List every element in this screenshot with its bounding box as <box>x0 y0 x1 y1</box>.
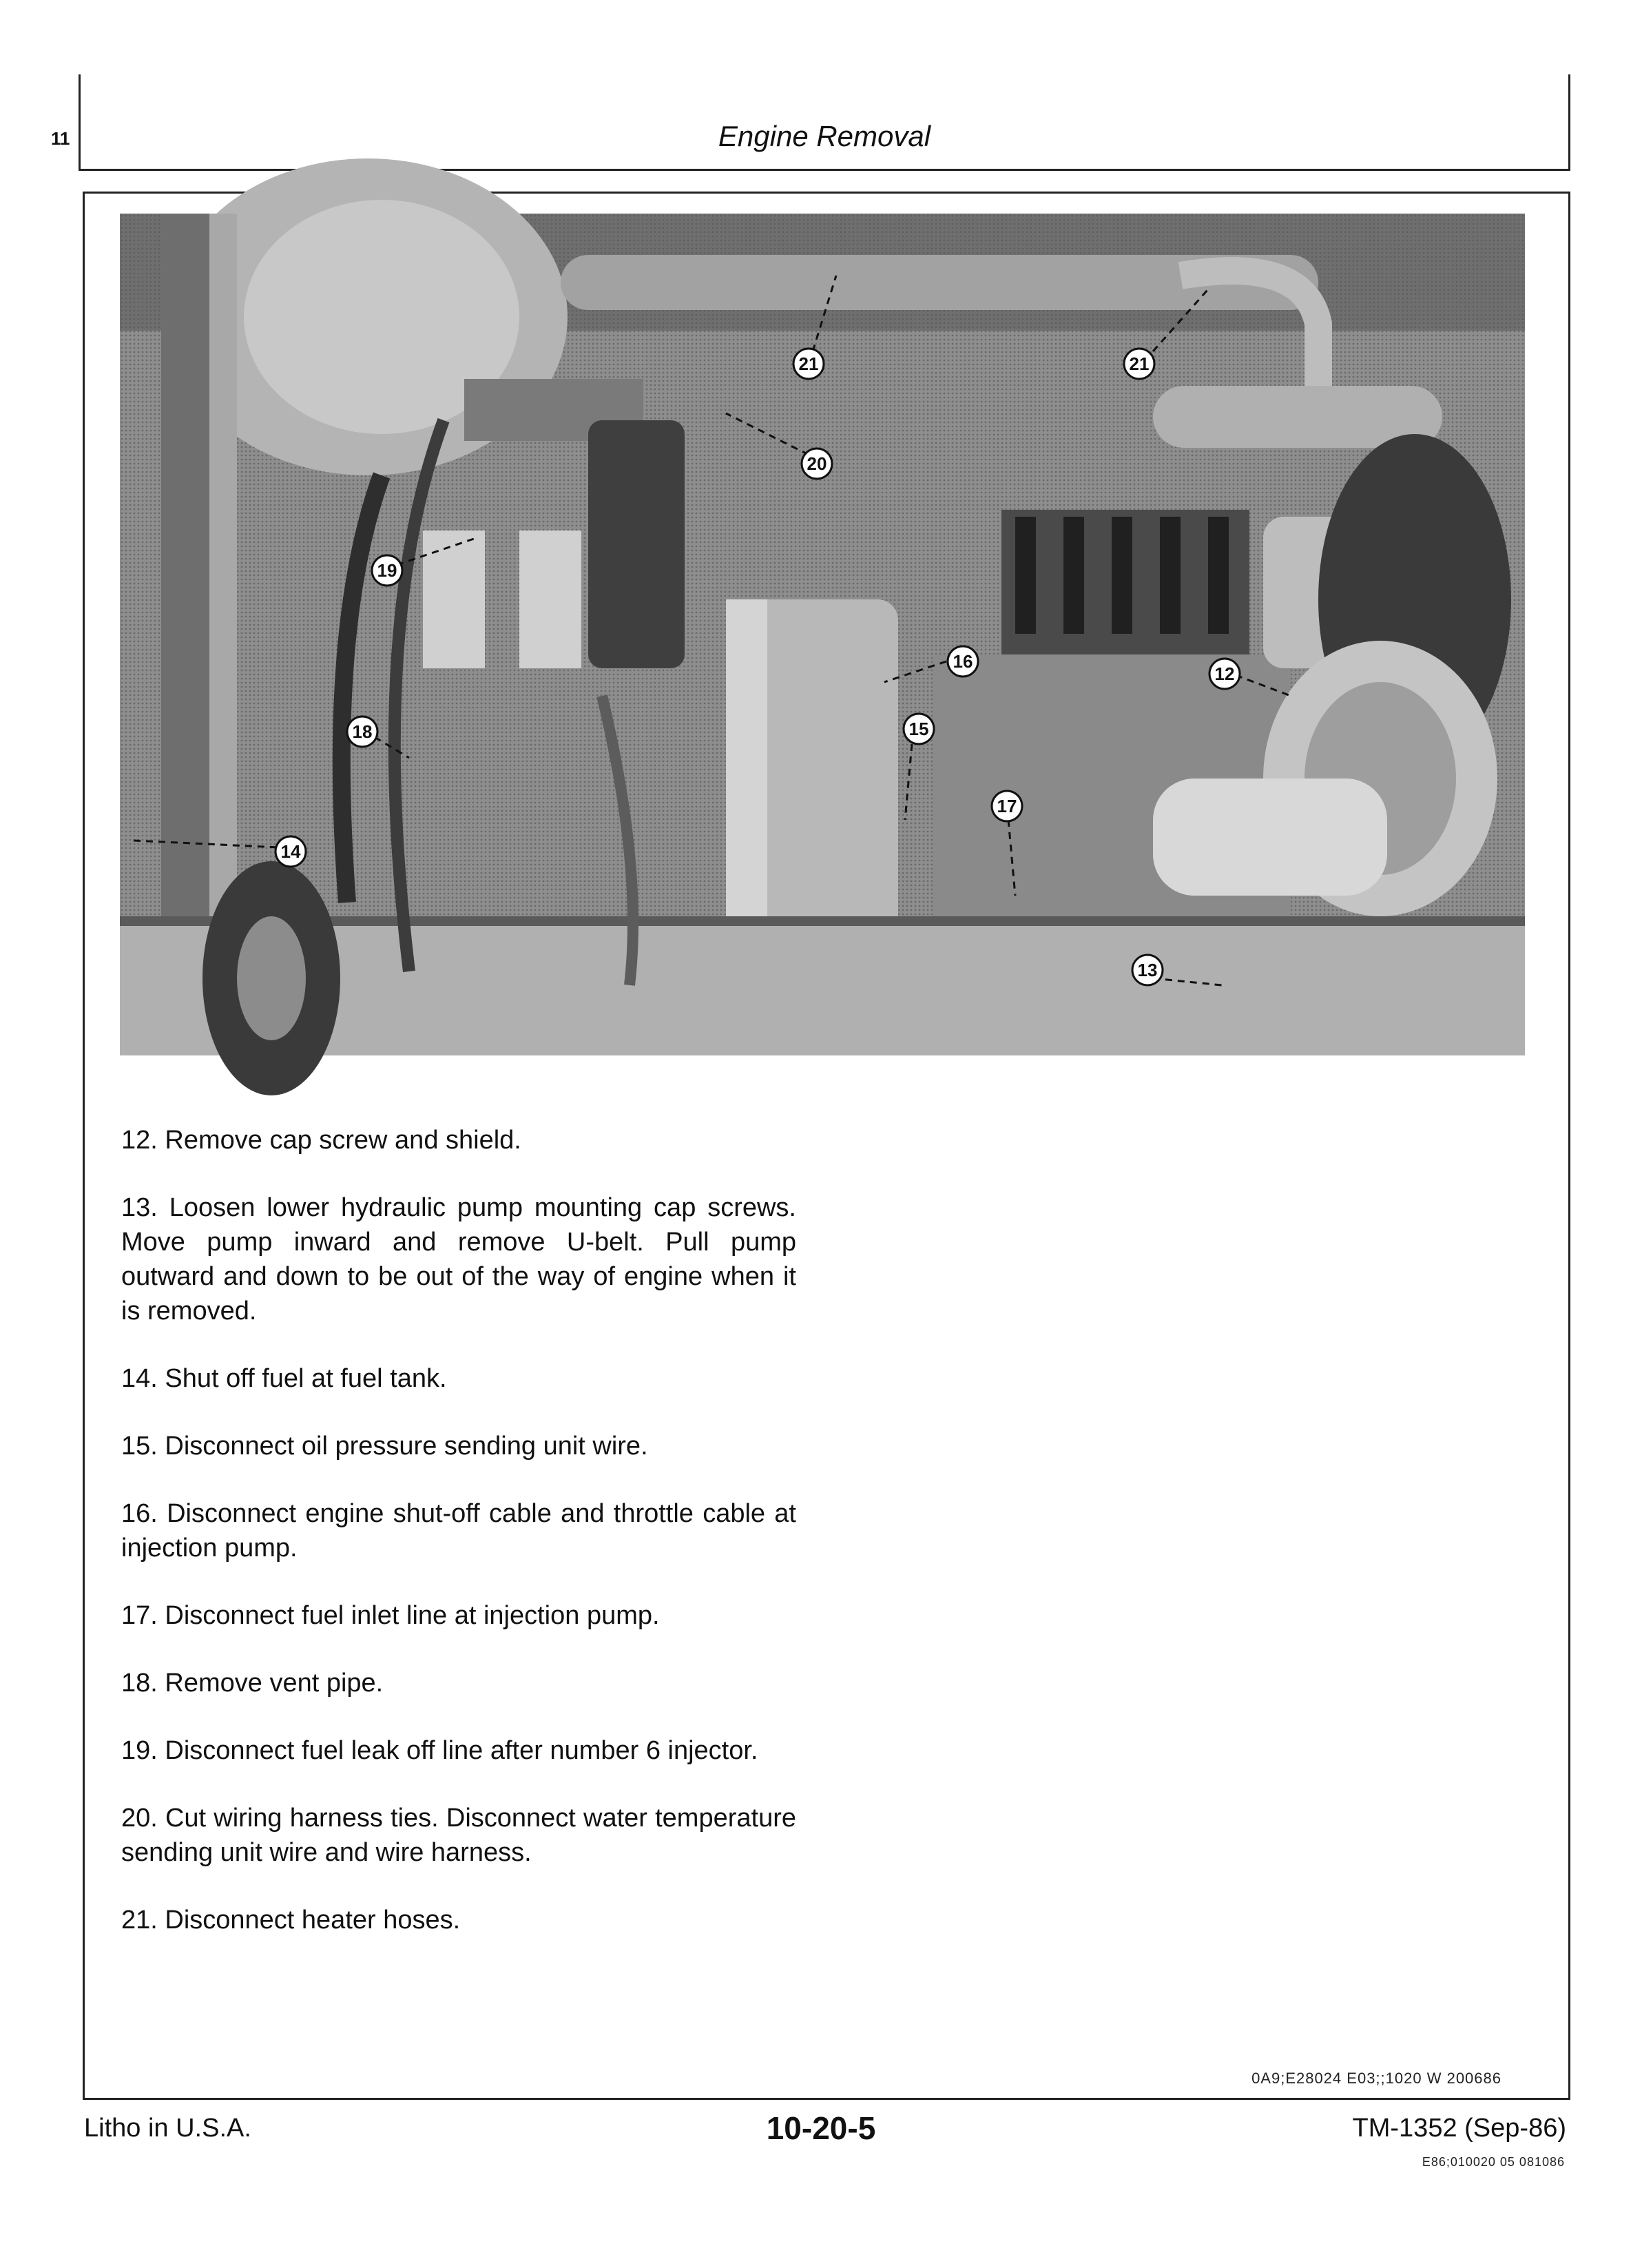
svg-text:19: 19 <box>377 560 397 581</box>
callout-12 <box>1209 659 1240 689</box>
callout-21a <box>793 349 824 379</box>
step-17: 17. Disconnect fuel inlet line at injection pump. <box>121 1601 660 1630</box>
callout-13 <box>1132 955 1163 985</box>
svg-text:11: 11 <box>51 128 70 149</box>
callout-21b <box>1124 349 1154 379</box>
svg-text:15: 15 <box>908 719 929 739</box>
callout-19 <box>372 555 402 586</box>
svg-text:17: 17 <box>997 796 1017 816</box>
step-12: 12. Remove cap screw and shield. <box>121 1126 521 1155</box>
step-16: 16. Disconnect engine shut-off cable and throttle cable at injection pump. <box>121 1499 796 1563</box>
callout-20 <box>802 449 832 479</box>
callout-15 <box>904 714 934 744</box>
step-20: 20. Cut wiring harness ties. Disconnect water temperature sending unit wire and wire harness. <box>121 1804 796 1867</box>
page-number: 10-20-5 <box>766 2110 876 2146</box>
callout-16 <box>948 646 978 677</box>
svg-text:12: 12 <box>1214 663 1235 684</box>
footer-code: E86;010020 05 081086 <box>1422 2155 1565 2169</box>
document-code: 0A9;E28024 E03;;1020 W 200686 <box>1251 2070 1501 2087</box>
step-19: 19. Disconnect fuel leak off line after number 6 injector. <box>121 1736 758 1765</box>
svg-text:21: 21 <box>798 353 819 374</box>
callout-17 <box>992 791 1022 821</box>
svg-text:20: 20 <box>807 453 827 474</box>
procedure-steps <box>121 1123 796 1970</box>
header-frame <box>79 74 1570 171</box>
callout-11 <box>51 128 70 149</box>
step-15: 15. Disconnect oil pressure sending unit wire. <box>121 1432 648 1461</box>
footer-litho: Litho in U.S.A. <box>84 2114 251 2143</box>
svg-text:13: 13 <box>1137 960 1158 980</box>
svg-text:21: 21 <box>1129 353 1150 374</box>
manual-id: TM-1352 (Sep-86) <box>1352 2114 1566 2143</box>
step-13: 13. Loosen lower hydraulic pump mounting cap screws. Move pump inward and remove U-belt. Pull pump outward and down to be out of the way of engine when it is removed. <box>121 1193 796 1326</box>
callout-14 <box>276 836 306 867</box>
step-21: 21. Disconnect heater hoses. <box>121 1906 461 1935</box>
callout-18 <box>347 717 377 747</box>
svg-text:18: 18 <box>352 721 373 742</box>
svg-text:14: 14 <box>280 841 301 862</box>
page-title: Engine Removal <box>718 120 931 152</box>
step-14: 14. Shut off fuel at fuel tank. <box>121 1364 447 1393</box>
step-18: 18. Remove vent pipe. <box>121 1669 384 1698</box>
svg-text:16: 16 <box>953 651 973 672</box>
